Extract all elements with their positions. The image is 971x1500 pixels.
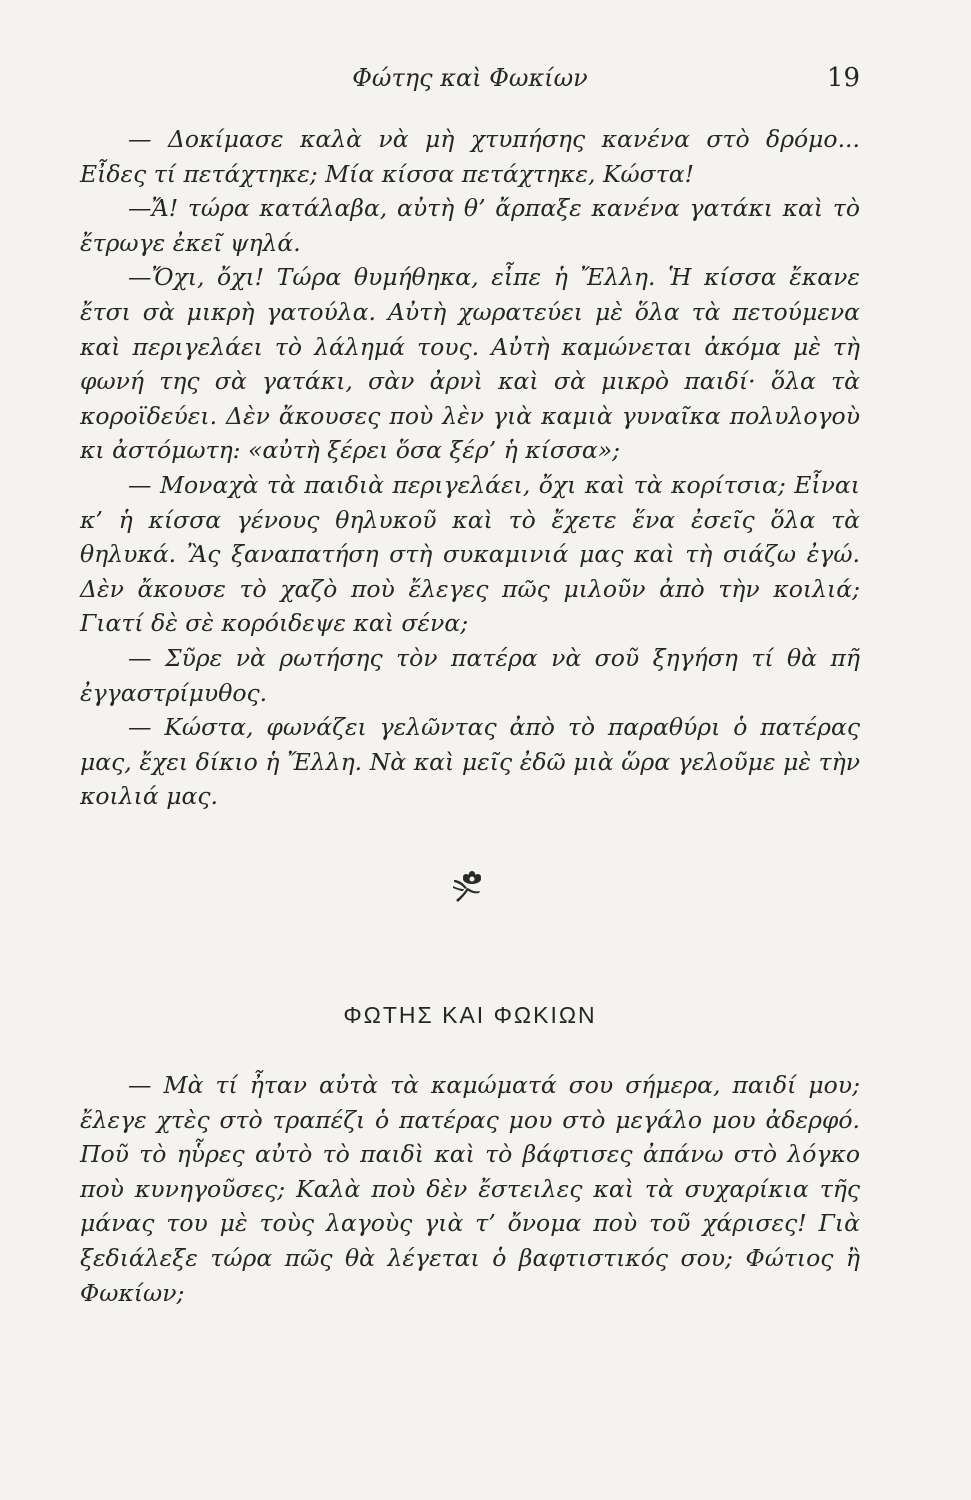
paragraph: — Κώστα, φωνάζει γελῶντας ἀπὸ τὸ παραθύρι ὁ πατέρας μας, ἔχει δίκιο ἡ Ἔλλη. Νὰ καὶ μεῖς ἐδῶ μιὰ ὥρα γελοῦμε μὲ τὴν κοιλιά μας. [80,713,860,811]
paragraph: —Ὄχι, ὄχι! Τώρα θυμήθηκα, εἶπε ἡ Ἔλλη. Ἡ κίσσα ἔκανε ἔτσι σὰ μικρὴ γατούλα. Αὐτὴ χωρατεύει μὲ ὅλα τὰ πετούμενα καὶ περιγελάει τὸ λάλημά τους. Αὐτὴ καμώνεται ἀκόμα μὲ τὴ φωνή της σὰ γατάκι, σὰν ἀρνὶ καὶ σὰ μικρὸ παιδί· ὅλα τὰ κοροϊδεύει. Δὲν ἄκουσες ποὺ λὲν γιὰ καμιὰ γυναῖκα πολυλογοὺ κι ἀστόμωτη: «αὐτὴ ξέρει ὅσα ξέρ’ ἡ κίσσα»; [80,263,860,465]
flower-ornament-icon [448,868,488,908]
paragraph: — Σῦρε νὰ ρωτήσης τὸν πατέρα νὰ σοῦ ξηγήση τί θὰ πῆ ἐγγαστρίμυθος. [80,643,860,707]
paragraph: — Δοκίμασε καλὰ νὰ μὴ χτυπήσης κανένα στὸ δρόμο... Εἶδες τί πετάχτηκε; Μία κίσσα πετάχτηκε, Κώστα! [80,125,860,188]
section-two-text [80,1068,860,1310]
section-one-text [80,122,860,814]
running-title: Φώτης καὶ Φωκίων [352,64,588,92]
paragraph: — Μὰ τί ἦταν αὐτὰ τὰ καμώματά σου σήμερα, παιδί μου; ἔλεγε χτὲς στὸ τραπέζι ὁ πατέρας μου στὸ μεγάλο μου ἀδερφό. Ποῦ τὸ ηὗρες αὐτὸ τὸ παιδὶ καὶ τὸ βάφτισες ἀπάνω στὸ λόγκο ποὺ κυνηγοῦσες; Καλὰ ποὺ δὲν ἔστειλες καὶ τὰ συχαρίκια τῆς μάνας του μὲ τοὺς λαγοὺς γιὰ τ’ ὄνομα ποὺ τοῦ χάρισες! Γιὰ ξεδιάλεξε τώρα πῶς θὰ λέγεται ὁ βαφτιστικός σου; Φώτιος ἢ Φωκίων; [80,1071,860,1307]
page-number: 19 [826,63,860,93]
paragraph: — Μοναχὰ τὰ παιδιὰ περιγελάει, ὄχι καὶ τὰ κορίτσια; Εἶναι κ’ ἡ κίσσα γένους θηλυκοῦ καὶ τὸ ἔχετε ἕνα ἐσεῖς ὅλα τὰ θηλυκά. Ἂς ξαναπατήση στὴ συκαμινιά μας καὶ τὴ σιάζω ἐγώ. Δὲν ἄκουσε τὸ χαζὸ ποὺ ἔλεγες πῶς μιλοῦν ἀπὸ τὴν κοιλιά; Γιατί δὲ σὲ κορόιδεψε καὶ σένα; [80,470,860,638]
section-heading: ΦΩΤΗΣ ΚΑΙ ΦΩΚΙΩΝ [343,1002,597,1028]
running-head [80,58,860,98]
paragraph: —Ἄ! τώρα κατάλαβα, αὐτὴ θ’ ἄρπαξε κανένα γατάκι καὶ τὸ ἔτρωγε ἐκεῖ ψηλά. [80,194,860,257]
